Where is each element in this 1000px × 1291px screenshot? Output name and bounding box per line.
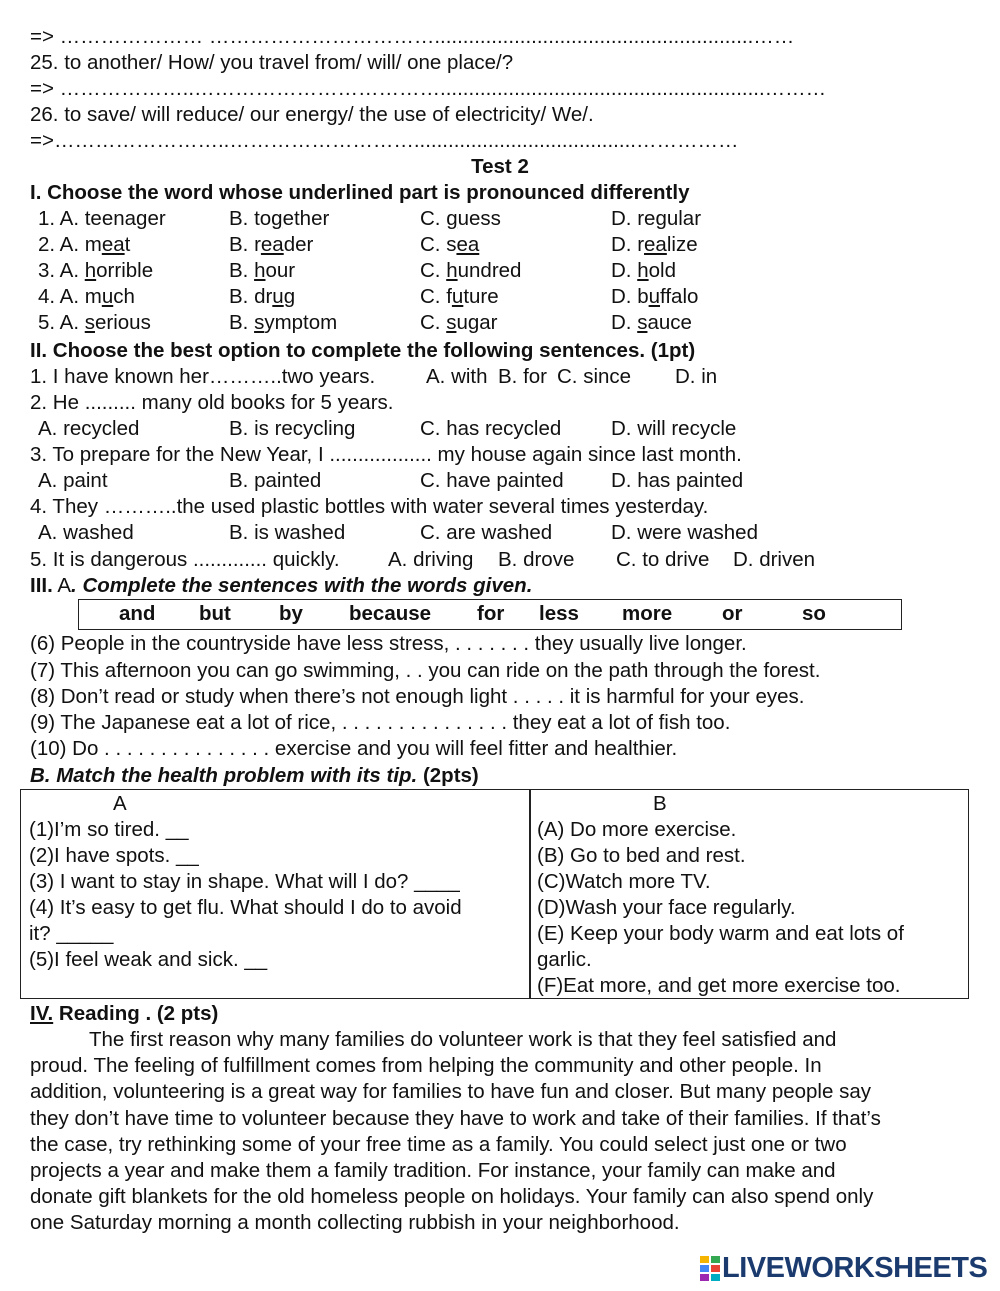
s2-q2: 2. He ......... many old books for 5 years.	[30, 391, 394, 414]
col-a-item: (4) It’s easy to get flu. What should I do to avoid	[29, 896, 462, 919]
col-b-item: (E) Keep your body warm and eat lots of	[537, 922, 904, 945]
col-a-item: (1)I’m so tired. __	[29, 818, 189, 841]
question-25: 25. to another/ How/ you travel from/ will/ one place/?	[30, 51, 514, 74]
s1-option: C. future	[420, 285, 499, 308]
s1-option: C. guess	[420, 207, 501, 230]
s1-option: D. buffalo	[611, 285, 699, 308]
s1-option: D. regular	[611, 207, 702, 230]
section2-heading: II. Choose the best option to complete the following sentences. (1pt)	[30, 339, 696, 362]
s1-option: C. sugar	[420, 311, 498, 334]
s1-option: B. hour	[229, 259, 296, 282]
col-a-item: it? _____	[29, 922, 114, 945]
s2-q4-d: D. were washed	[611, 521, 758, 544]
s2-q5-d: D. driven	[733, 548, 816, 571]
word-bank-item: because	[349, 602, 432, 625]
section3a-heading: III. A. Complete the sentences with the words given.	[30, 574, 533, 597]
reading-line: one Saturday morning a month collecting rubbish in your neighborhood.	[30, 1211, 680, 1234]
word-bank-item: or	[722, 602, 743, 625]
s2-q3: 3. To prepare for the New Year, I .................. my house again since last month.	[30, 443, 742, 466]
liveworksheets-logo-icon	[700, 1256, 722, 1282]
word-bank-item: so	[802, 602, 826, 625]
s3-sentence-10: (10) Do . . . . . . . . . . . . . . . exercise and you will feel fitter and healthier.	[30, 737, 678, 760]
s2-q1: 1. I have known her………..two years.	[30, 365, 376, 388]
s2-q1-c: C. since	[557, 365, 632, 388]
s3-sentence-9: (9) The Japanese eat a lot of rice, . . . . . . . . . . . . . . . they eat a lot of fish too.	[30, 711, 731, 734]
col-a-item: (5)I feel weak and sick. __	[29, 948, 268, 971]
s3-sentence-6: (6) People in the countryside have less stress, . . . . . . . they usually live longer.	[30, 632, 747, 655]
s2-q3-c: C. have painted	[420, 469, 564, 492]
s2-q3-b: B. painted	[229, 469, 322, 492]
s2-q4-b: B. is washed	[229, 521, 346, 544]
s2-q4-c: C. are washed	[420, 521, 553, 544]
section3b-heading: B. Match the health problem with its tip. (2pts)	[30, 764, 479, 787]
s2-q5: 5. It is dangerous ............. quickly.	[30, 548, 340, 571]
s1-option: D. hold	[611, 259, 676, 282]
s1-option: 2. A. meat	[38, 233, 131, 256]
question-26: 26. to save/ will reduce/ our energy/ the use of electricity/ We/.	[30, 103, 594, 126]
reading-line: addition, volunteering is a great way for families to have fun and closer. But many people say	[30, 1080, 871, 1103]
col-a-item: (3) I want to stay in shape. What will I do? ____	[29, 870, 460, 893]
reading-line: proud. The feeling of fulfillment comes from helping the community and other people. In	[30, 1054, 822, 1077]
logo-text: LIVEWORKSHEETS	[722, 1252, 988, 1284]
s2-q1-a: A. with	[426, 365, 488, 388]
col-b-item: (F)Eat more, and get more exercise too.	[537, 974, 901, 997]
s2-q5-c: C. to drive	[616, 548, 710, 571]
word-bank-item: but	[199, 602, 231, 625]
col-b-header: B	[653, 792, 667, 815]
s3-sentence-7: (7) This afternoon you can go swimming, . . you can ride on the path through the forest.	[30, 659, 821, 682]
s2-q4-a: A. washed	[38, 521, 134, 544]
s2-q5-b: B. drove	[498, 548, 575, 571]
word-bank-item: less	[539, 602, 579, 625]
reading-line: projects a year and make them a family tradition. For instance, your family can make and	[30, 1159, 836, 1182]
reading-line: the case, try rethinking some of your free time as a family. You could select just one or two	[30, 1133, 847, 1156]
word-bank-item: more	[622, 602, 673, 625]
s2-q2-d: D. will recycle	[611, 417, 737, 440]
col-b-item: garlic.	[537, 948, 592, 971]
s1-option: 1. A. teenager	[38, 207, 166, 230]
s2-q3-d: D. has painted	[611, 469, 744, 492]
s1-option: D. realize	[611, 233, 698, 256]
s1-option: 4. A. much	[38, 285, 135, 308]
section1-heading: I. Choose the word whose underlined part is pronounced differently	[30, 181, 690, 204]
answer-line-26: =>……………………..……………………….......................................……………	[30, 129, 739, 152]
col-a-item: (2)I have spots. __	[29, 844, 199, 867]
col-b-item: (D)Wash your face regularly.	[537, 896, 796, 919]
s1-option: B. symptom	[229, 311, 338, 334]
s1-option: 5. A. serious	[38, 311, 151, 334]
s1-option: C. hundred	[420, 259, 522, 282]
answer-line-24: => ………………… ……………………………........................................................……	[30, 25, 795, 48]
s3-sentence-8: (8) Don’t read or study when there’s not enough light . . . . . it is harmful for your eyes.	[30, 685, 805, 708]
matching-table	[20, 789, 969, 999]
s2-q2-c: C. has recycled	[420, 417, 562, 440]
table-divider	[529, 790, 531, 998]
word-bank-item: by	[279, 602, 303, 625]
col-b-item: (C)Watch more TV.	[537, 870, 711, 893]
liveworksheets-logo	[700, 1252, 987, 1286]
answer-line-25: => ………………..……………………………….........................................................………	[30, 77, 827, 100]
reading-line: they don’t have time to volunteer because they have to work and take of their families. If that’s	[30, 1107, 881, 1130]
s1-option: D. sauce	[611, 311, 692, 334]
test-title: Test 2	[471, 155, 529, 178]
word-bank-item: and	[119, 602, 156, 625]
s2-q4: 4. They ………..the used plastic bottles with water several times yesterday.	[30, 495, 709, 518]
s1-option: 3. A. horrible	[38, 259, 154, 282]
s2-q2-a: A. recycled	[38, 417, 140, 440]
s1-option: B. together	[229, 207, 330, 230]
s2-q1-d: D. in	[675, 365, 718, 388]
s2-q3-a: A. paint	[38, 469, 108, 492]
col-a-header: A	[113, 792, 127, 815]
s2-q5-a: A. driving	[388, 548, 474, 571]
s2-q2-b: B. is recycling	[229, 417, 356, 440]
section4-heading: IV. Reading . (2 pts)	[30, 1002, 219, 1025]
s1-option: C. sea	[420, 233, 480, 256]
s1-option: B. drug	[229, 285, 296, 308]
s1-option: B. reader	[229, 233, 314, 256]
reading-line: The first reason why many families do volunteer work is that they feel satisfied and	[89, 1028, 837, 1051]
col-b-item: (A) Do more exercise.	[537, 818, 737, 841]
col-b-item: (B) Go to bed and rest.	[537, 844, 746, 867]
word-bank	[78, 599, 902, 630]
word-bank-item: for	[477, 602, 505, 625]
reading-line: donate gift blankets for the old homeless people on holidays. Your family can also spend only	[30, 1185, 874, 1208]
s2-q1-b: B. for	[498, 365, 547, 388]
